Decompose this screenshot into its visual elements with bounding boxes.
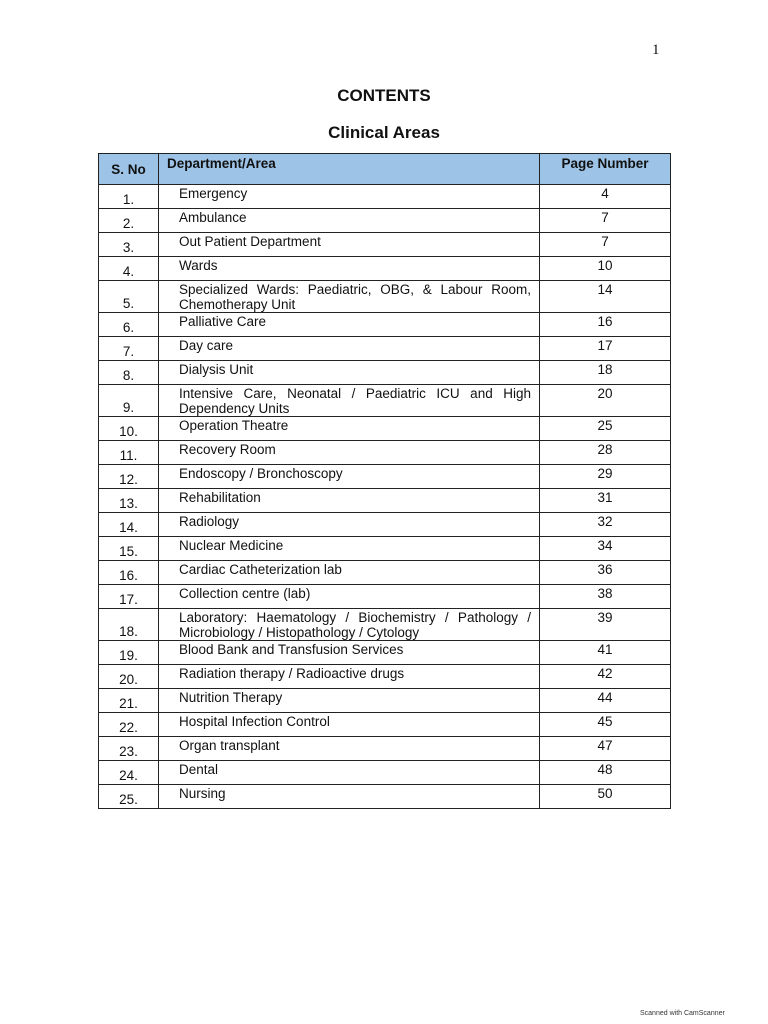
table-row [99,689,671,713]
row-department: Ambulance [159,209,540,233]
table-row [99,281,671,313]
table-header [99,154,671,185]
table-row [99,713,671,737]
row-department: Recovery Room [159,441,540,465]
table-row [99,313,671,337]
table-row [99,513,671,537]
row-page-number: 50 [540,785,671,809]
row-page-number: 18 [540,361,671,385]
row-sno: 22. [99,713,159,737]
row-department: Organ transplant [159,737,540,761]
row-page-number: 47 [540,737,671,761]
row-department: Laboratory: Haematology / Biochemistry / Pathology / Microbiology / Histopathology / Cytology [159,609,540,641]
table-row [99,761,671,785]
table-row [99,609,671,641]
table-row [99,665,671,689]
page-title: CONTENTS [337,86,431,105]
row-department: Radiation therapy / Radioactive drugs [159,665,540,689]
scanner-watermark: Scanned with CamScanner [640,1010,725,1017]
row-page-number: 38 [540,585,671,609]
table-row [99,233,671,257]
row-page-number: 39 [540,609,671,641]
row-sno: 8. [99,361,159,385]
row-sno: 12. [99,465,159,489]
row-department: Operation Theatre [159,417,540,441]
contents-table [98,153,671,809]
row-page-number: 32 [540,513,671,537]
table-row [99,465,671,489]
row-page-number: 48 [540,761,671,785]
row-sno: 15. [99,537,159,561]
table-row [99,361,671,385]
row-page-number: 28 [540,441,671,465]
row-page-number: 20 [540,385,671,417]
row-sno: 18. [99,609,159,641]
table-row [99,785,671,809]
table-row [99,385,671,417]
row-sno: 17. [99,585,159,609]
row-department: Radiology [159,513,540,537]
row-page-number: 45 [540,713,671,737]
table-row [99,209,671,233]
table-row [99,585,671,609]
table-row [99,489,671,513]
header-department: Department/Area [159,154,540,185]
table-row [99,561,671,585]
row-department: Endoscopy / Bronchoscopy [159,465,540,489]
table-row [99,257,671,281]
row-page-number: 31 [540,489,671,513]
row-department: Dental [159,761,540,785]
row-page-number: 17 [540,337,671,361]
row-page-number: 25 [540,417,671,441]
section-subtitle: Clinical Areas [328,123,440,142]
row-page-number: 42 [540,665,671,689]
row-department: Nutrition Therapy [159,689,540,713]
row-page-number: 29 [540,465,671,489]
row-department: Palliative Care [159,313,540,337]
row-sno: 24. [99,761,159,785]
row-sno: 4. [99,257,159,281]
table-row [99,337,671,361]
row-page-number: 34 [540,537,671,561]
row-sno: 21. [99,689,159,713]
row-sno: 25. [99,785,159,809]
row-page-number: 10 [540,257,671,281]
row-sno: 11. [99,441,159,465]
row-sno: 1. [99,185,159,209]
table-row [99,641,671,665]
table-row [99,537,671,561]
row-page-number: 41 [540,641,671,665]
row-department: Dialysis Unit [159,361,540,385]
table-row [99,185,671,209]
row-sno: 19. [99,641,159,665]
row-department: Specialized Wards: Paediatric, OBG, & Labour Room, Chemotherapy Unit [159,281,540,313]
row-department: Nursing [159,785,540,809]
table-body [99,185,671,809]
row-page-number: 36 [540,561,671,585]
row-sno: 14. [99,513,159,537]
row-sno: 23. [99,737,159,761]
row-sno: 6. [99,313,159,337]
header-row [99,154,671,185]
row-sno: 10. [99,417,159,441]
row-department: Intensive Care, Neonatal / Paediatric ICU and High Dependency Units [159,385,540,417]
header-page-number: Page Number [540,154,671,185]
row-department: Emergency [159,185,540,209]
row-department: Out Patient Department [159,233,540,257]
row-sno: 13. [99,489,159,513]
row-sno: 3. [99,233,159,257]
page-number: 1 [652,42,660,58]
row-page-number: 44 [540,689,671,713]
row-department: Rehabilitation [159,489,540,513]
row-department: Collection centre (lab) [159,585,540,609]
row-page-number: 4 [540,185,671,209]
row-page-number: 7 [540,209,671,233]
row-department: Wards [159,257,540,281]
table-row [99,441,671,465]
row-page-number: 16 [540,313,671,337]
row-page-number: 14 [540,281,671,313]
row-sno: 20. [99,665,159,689]
row-department: Hospital Infection Control [159,713,540,737]
row-sno: 9. [99,385,159,417]
header-sno: S. No [99,154,159,185]
table-row [99,737,671,761]
row-sno: 5. [99,281,159,313]
row-department: Nuclear Medicine [159,537,540,561]
row-sno: 7. [99,337,159,361]
row-department: Cardiac Catheterization lab [159,561,540,585]
table-row [99,417,671,441]
row-department: Day care [159,337,540,361]
row-sno: 16. [99,561,159,585]
row-department: Blood Bank and Transfusion Services [159,641,540,665]
row-page-number: 7 [540,233,671,257]
row-sno: 2. [99,209,159,233]
